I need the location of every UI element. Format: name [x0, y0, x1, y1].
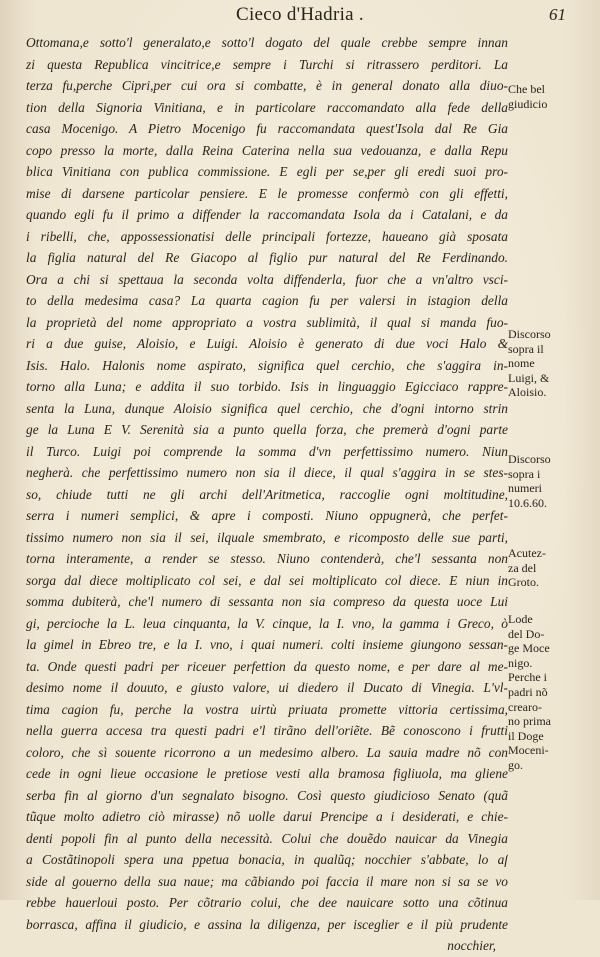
text-line: sorga dal diece moltiplicato col sei, e dal sei moltiplicato col diece. E niun in [26, 572, 508, 588]
text-line: Isis. Halo. Halonis nome aspirato, significa quel cerchio, che s'aggira in- [26, 357, 508, 373]
text-line: torno alla Luna; e addita il suo torbido. Isis in linguaggio Egicciaco rappre- [26, 379, 508, 394]
text-line: so, chiude tutti ne gli archi dell'Aritmetica, raccoglie ogni moltitudine, [26, 486, 508, 502]
text-line: tima cagion fu, perche la vostra uirtù priuata promette vittoria certissima, [26, 701, 508, 717]
margin-note-discorso-numeri: Discorso sopra i numeri 10.6.60. [508, 452, 551, 510]
text-line: torna interamente, a render se stesso. Niuno contenderà, che'l sessanta non [26, 551, 508, 566]
page-number: 61 [549, 5, 566, 24]
text-line: coloro, che sì souente ricorrono a un medesimo albero. La sauia madre nõ con [26, 744, 508, 760]
text-line: negherà. che perfettissimo numero non sia il diece, il qual s'aggira in se stes- [26, 465, 508, 480]
text-line: somma dubiterà, che'l numero di sessanta non sia compreso da questa uoce Lui [26, 594, 508, 609]
text-line: ri a due guise, Aloisio, e Luigi. Aloisio è generato di due voci Halo & [26, 336, 508, 351]
text-line: side al gouerno della sua naue; ma cãbiando poi faccia il mare non si sa se vo [26, 873, 508, 889]
text-line: la gimel in Ebreo tre, e la I. vno, i quai numeri. colti insieme giungono sessan- [26, 637, 508, 652]
text-line: tissimo numero non sia il sei, ilquale smembrato, e ricomposto delle sue parti, [26, 529, 508, 545]
text-line: rebbe hauerloui posto. Per cõtrario colui, che dee nauicare sotto una cõtinua [26, 895, 508, 910]
text-line: copo presso la morte, dalla Reina Caterina nella sua vedouanza, e dalla Repu [26, 142, 508, 158]
text-line: casa Mocenigo. A Pietro Mocenigo fu raccomandata quest'Isola dal Re Gia [26, 121, 508, 136]
text-line: terza fu,perche Cipri,per cui ora si combatte, è in general donato alla diuo- [26, 78, 508, 93]
text-line: nella guerra accesa tra questi padri e'l tirãno dell'oriẽte. Bẽ conoscono i frutti [26, 723, 508, 738]
text-line: mise di darsene particolar pensiere. E le promesse confermò con gli effetti, [26, 185, 508, 201]
text-line: zi questa Republica vincitrice,e sempre i Turchi si ritrassero perditori. La [26, 56, 508, 72]
text-line: blica Vinitiana con publica commissione. E egli per se,per gli eredi suoi pro- [26, 164, 508, 179]
text-line: a Costãtinopoli spera una ppetua bonacia, in qualũq; nocchier s'abbate, lo aſ [26, 852, 508, 867]
text-line: denti popoli fin al punto della necessità. Colui che douẽdo nauicar da Vinegia [26, 830, 508, 846]
text-line: ta. Onde questi padri per riceuer perfettion da questo nome, e per dare al me- [26, 658, 508, 674]
text-line: serba fin al giorno d'un segnalato bisogno. Così questo giudicioso Senato (quã [26, 787, 508, 803]
text-line: ge la Luna E V. Serenità sia a punto quella forza, che premerà d'ogni parte [26, 422, 508, 437]
text-line: il Turco. Luigi poi comprende la somma d'vn perfettissimo numero. Niun [26, 443, 508, 459]
page-header [0, 4, 600, 26]
text-line: tion della Signoria Vinitiana, e in particolare raccomandato alla fede della [26, 99, 508, 115]
text-line: Ottomana,e sotto'l generalato,e sotto'l dogato del quale crebbe sempre innan [26, 35, 508, 50]
text-line: tũque molto adietro ciò mirasse) nõ uolle darui Prencipe a i desiderati, e chie- [26, 809, 508, 824]
margin-note-discorso-nome-luigi: Discorso sopra il nome Luigi, & Aloisio. [508, 327, 551, 400]
text-line: nocchier, [447, 938, 496, 953]
text-line: borrasca, affina il giudicio, e assina la diligenza, per isceglier e il più prudente [26, 916, 508, 932]
text-line: cede in ogni lieue occasione le pretiose vesti alla bramosa figliuola, ma gliene [26, 766, 508, 781]
body-text [26, 32, 508, 957]
text-line: quando egli fu il primo a diffender la raccomandata Isola da i Catalani, e da [26, 207, 508, 222]
margin-note-acutezza-groto: Acutez- za del Groto. [508, 546, 546, 590]
text-line: la figlia natural del Re Giacopo al figlio pur natural del Re Ferdinando. [26, 250, 508, 265]
running-head: Cieco d'Hadria . [236, 4, 364, 25]
text-line: gi, percioche la L. leua cinquanta, la V. cinque, la I. vno, la gamma i Greco, ò [26, 615, 508, 631]
text-line: to della medesima casa? La quarta cagion fu per valersi in istagion della [26, 293, 508, 308]
text-line: serra i numeri semplici, & apre i composti. Niuno oppugnerà, che perfet- [26, 508, 508, 523]
text-line: la proprietà del nome appropriato a vostra sublimità, il qual si manda fuo- [26, 314, 508, 330]
margin-note-che-bel-giudicio: Che bel giudicio [508, 82, 548, 111]
text-line: i ribelli, che, appossessionatisi delle principali fortezze, haueano già sposata [26, 228, 508, 244]
text-line: senta la Luna, dunque Aloisio significa quel cerchio, che d'ogni intorno strin [26, 400, 508, 416]
text-line: Ora a chi si spettaua la seconda volta diffenderla, fuor che a vn'altro vsci- [26, 271, 508, 287]
margin-note-lode-dogi: Lode del Do- ge Moce nigo. Perche i padri nõ crearo- no prima il Doge Moceni- go. [508, 612, 551, 772]
text-line: desimo nome il douuto, e giusto valore, ui diedero il Ducato di Vinegia. L'vl- [26, 680, 508, 695]
